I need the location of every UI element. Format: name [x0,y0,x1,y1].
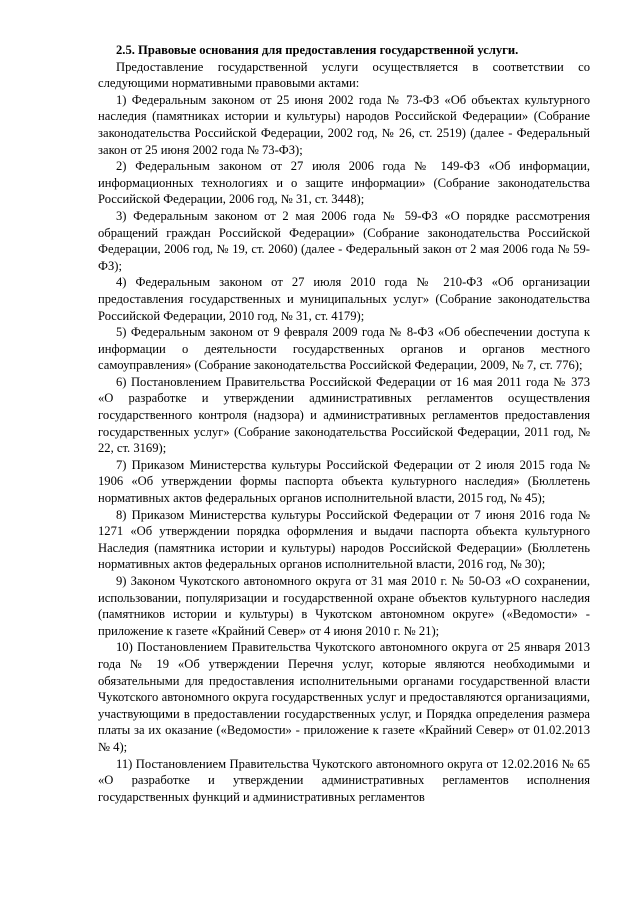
legal-act-item-10: 10) Постановлением Правительства Чукотского автономного округа от 25 января 2013 года № 19 «Об утверждении Перечня услуг, которые являются необходимыми и обязательными для предоставления исполнительными органами государственной власти Чукотского автономного округа государственных услуг и предоставляются организациями, участвующими в предоставлении государственных услуг, и Порядка определения размера платы за их оказание («Ведомости» - приложение к газете «Крайний Север» от 01.02.2013 № 4); [98,640,590,754]
legal-act-item-9: 9) Законом Чукотского автономного округа от 31 мая 2010 г. № 50-ОЗ «О сохранении, использовании, популяризации и государственной охране объектов культурного наследия (памятников истории и культуры) в Чукотском автономном округе» («Ведомости» - приложение к газете «Крайний Север» от 4 июня 2010 г. № 21); [98,574,590,638]
legal-act-item-8: 8) Приказом Министерства культуры Российской Федерации от 7 июня 2016 года № 1271 «Об утверждении порядка оформления и выдачи паспорта объекта культурного Наследия (памятника истории и культуры) народов Российской Федерации» (Бюллетень нормативных актов федеральных органов исполнительной власти, 2016 год, № 30); [98,507,590,572]
legal-act-item-7: 7) Приказом Министерства культуры Российской Федерации от 2 июля 2015 года № 1906 «Об утверждении формы паспорта объекта культурного наследия» (Бюллетень нормативных актов федеральных органов исполнительной власти, 2015 год, № 45); [98,457,590,506]
legal-act-item-1: 1) Федеральным законом от 25 июня 2002 года № 73-ФЗ «Об объектах культурного наследия (памятниках истории и культуры) народов Российской Федерации» (Собрание законодательства Российской Федерации, 2002 год, № 26, ст. 2519) (далее - Федеральный закон от 25 июня 2002 года № 73-ФЗ); [98,92,590,157]
legal-act-item-6: 6) Постановлением Правительства Российской Федерации от 16 мая 2011 года № 373 «О разработке и утверждении административных регламентов осуществления государственного контроля (надзора) и административных регламентов предоставления государственных услуг» (Собрание законодательства Российской Федерации, 2011 год, № 22, ст. 3169); [98,374,590,456]
legal-act-item-3: 3) Федеральным законом от 2 мая 2006 года № 59-ФЗ «О порядке рассмотрения обращений граждан Российской Федерации» (Собрание законодательства Российской Федерации, 2006 год, № 19, ст. 2060) (далее - Федеральный закон от 2 мая 2006 года № 59-ФЗ); [98,208,590,273]
legal-act-item-4: 4) Федеральным законом от 27 июля 2010 года № 210-ФЗ «Об организации предоставления государственных и муниципальных услуг» (Собрание законодательства Российской Федерации, 2010 год, № 31, ст. 4179); [98,275,590,323]
legal-act-item-2: 2) Федеральным законом от 27 июля 2006 года № 149-ФЗ «Об информации, информационных технологиях и о защите информации» (Собрание законодательства Российской Федерации, 2006 год, № 31, ст. 3448); [98,159,590,207]
document-page [98,42,590,805]
legal-act-item-11: 11) Постановлением Правительства Чукотского автономного округа от 12.02.2016 № 65 «О разработке и утверждении административных регламентов исполнения государственных функций и административных регламентов [98,756,590,804]
section-heading: 2.5. Правовые основания для предоставления государственной услуги. [116,43,519,57]
intro-paragraph: Предоставление государственной услуги осуществляется в соответствии со следующими нормативными правовыми актами: [98,59,590,91]
legal-act-item-5: 5) Федеральным законом от 9 февраля 2009 года № 8-ФЗ «Об обеспечении доступа к информации о деятельности государственных органов и органов местного самоуправления» (Собрание законодательства Российской Федерации, 2009, № 7, ст. 776); [98,325,590,373]
